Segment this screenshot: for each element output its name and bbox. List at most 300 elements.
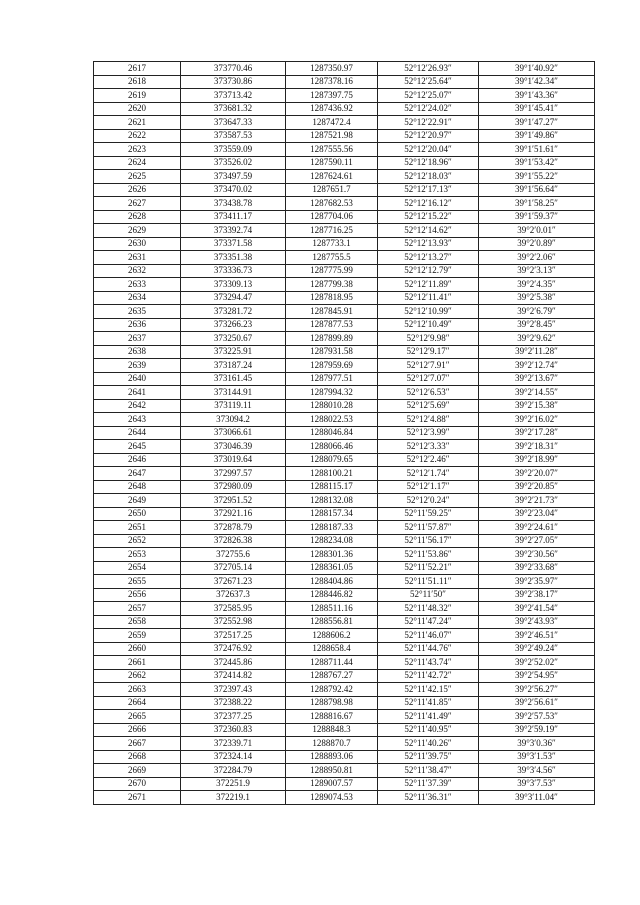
latitude-cell: 52°11′42.72″ [378,669,479,683]
x-coordinate-cell: 372324.14 [181,750,286,764]
y-coordinate-cell: 1288511.16 [286,602,378,616]
longitude-cell: 39°2′52.02″ [479,656,595,670]
latitude-cell: 52°11′40.26″ [378,737,479,751]
latitude-cell: 52°12′2.46″ [378,453,479,467]
table-row [94,777,595,791]
point-number-cell: 2631 [94,251,181,265]
table-row [94,332,595,346]
point-number-cell: 2665 [94,710,181,724]
table-row [94,696,595,710]
x-coordinate-cell: 373351.38 [181,251,286,265]
table-row [94,534,595,548]
y-coordinate-cell: 1288301.36 [286,548,378,562]
latitude-cell: 52°12′6.53″ [378,386,479,400]
longitude-cell: 39°2′16.02″ [479,413,595,427]
table-row [94,494,595,508]
y-coordinate-cell: 1287521.98 [286,129,378,143]
latitude-cell: 52°12′1.74″ [378,467,479,481]
latitude-cell: 52°11′46.07″ [378,629,479,643]
longitude-cell: 39°2′2.06″ [479,251,595,265]
y-coordinate-cell: 1288816.67 [286,710,378,724]
latitude-cell: 52°12′3.33″ [378,440,479,454]
x-coordinate-cell: 372997.57 [181,467,286,481]
x-coordinate-cell: 372445.86 [181,656,286,670]
point-number-cell: 2668 [94,750,181,764]
x-coordinate-cell: 373470.02 [181,183,286,197]
y-coordinate-cell: 1288798.98 [286,696,378,710]
x-coordinate-cell: 372552.98 [181,615,286,629]
y-coordinate-cell: 1287590.11 [286,156,378,170]
x-coordinate-cell: 372951.52 [181,494,286,508]
table-row [94,723,595,737]
latitude-cell: 52°12′0.24″ [378,494,479,508]
latitude-cell: 52°11′39.75″ [378,750,479,764]
table-row [94,548,595,562]
y-coordinate-cell: 1287682.53 [286,197,378,211]
x-coordinate-cell: 373438.78 [181,197,286,211]
longitude-cell: 39°1′51.61″ [479,143,595,157]
y-coordinate-cell: 1287651.7 [286,183,378,197]
longitude-cell: 39°2′5.38″ [479,291,595,305]
latitude-cell: 52°12′25.07″ [378,89,479,103]
point-number-cell: 2635 [94,305,181,319]
y-coordinate-cell: 1288157.34 [286,507,378,521]
x-coordinate-cell: 373713.42 [181,89,286,103]
y-coordinate-cell: 1287436.92 [286,102,378,116]
point-number-cell: 2644 [94,426,181,440]
y-coordinate-cell: 1287899.89 [286,332,378,346]
y-coordinate-cell: 1287755.5 [286,251,378,265]
longitude-cell: 39°2′9.62″ [479,332,595,346]
longitude-cell: 39°1′45.41″ [479,102,595,116]
point-number-cell: 2639 [94,359,181,373]
latitude-cell: 52°11′57.87″ [378,521,479,535]
longitude-cell: 39°2′21.73″ [479,494,595,508]
coordinates-table [93,61,595,805]
longitude-cell: 39°1′47.27″ [479,116,595,130]
x-coordinate-cell: 373250.67 [181,332,286,346]
point-number-cell: 2619 [94,89,181,103]
x-coordinate-cell: 372284.79 [181,764,286,778]
table-row [94,629,595,643]
longitude-cell: 39°2′56.61″ [479,696,595,710]
y-coordinate-cell: 1288792.42 [286,683,378,697]
y-coordinate-cell: 1288404.86 [286,575,378,589]
x-coordinate-cell: 373225.91 [181,345,286,359]
longitude-cell: 39°2′23.04″ [479,507,595,521]
latitude-cell: 52°11′37.39″ [378,777,479,791]
latitude-cell: 52°12′20.04″ [378,143,479,157]
longitude-cell: 39°2′18.99″ [479,453,595,467]
longitude-cell: 39°2′20.85″ [479,480,595,494]
table-row [94,588,595,602]
point-number-cell: 2654 [94,561,181,575]
y-coordinate-cell: 1289007.57 [286,777,378,791]
x-coordinate-cell: 373371.58 [181,237,286,251]
table-row [94,224,595,238]
y-coordinate-cell: 1288066.46 [286,440,378,454]
point-number-cell: 2617 [94,62,181,76]
latitude-cell: 52°11′47.24″ [378,615,479,629]
y-coordinate-cell: 1288556.81 [286,615,378,629]
point-number-cell: 2632 [94,264,181,278]
latitude-cell: 52°12′13.93″ [378,237,479,251]
longitude-cell: 39°2′0.89″ [479,237,595,251]
x-coordinate-cell: 373309.13 [181,278,286,292]
y-coordinate-cell: 1288361.05 [286,561,378,575]
point-number-cell: 2641 [94,386,181,400]
x-coordinate-cell: 373066.61 [181,426,286,440]
point-number-cell: 2657 [94,602,181,616]
x-coordinate-cell: 373161.45 [181,372,286,386]
point-number-cell: 2647 [94,467,181,481]
x-coordinate-cell: 373187.24 [181,359,286,373]
point-number-cell: 2618 [94,75,181,89]
table-row [94,710,595,724]
x-coordinate-cell: 373046.39 [181,440,286,454]
latitude-cell: 52°11′51.11″ [378,575,479,589]
y-coordinate-cell: 1288079.65 [286,453,378,467]
table-row [94,318,595,332]
latitude-cell: 52°12′25.64″ [378,75,479,89]
longitude-cell: 39°2′4.35″ [479,278,595,292]
point-number-cell: 2661 [94,656,181,670]
x-coordinate-cell: 372397.43 [181,683,286,697]
point-number-cell: 2662 [94,669,181,683]
table-row [94,170,595,184]
point-number-cell: 2655 [94,575,181,589]
latitude-cell: 52°12′10.49″ [378,318,479,332]
table-row [94,116,595,130]
x-coordinate-cell: 373647.33 [181,116,286,130]
table-row [94,683,595,697]
point-number-cell: 2653 [94,548,181,562]
table-row [94,197,595,211]
longitude-cell: 39°2′49.24″ [479,642,595,656]
point-number-cell: 2669 [94,764,181,778]
y-coordinate-cell: 1288115.17 [286,480,378,494]
point-number-cell: 2626 [94,183,181,197]
latitude-cell: 52°12′18.96″ [378,156,479,170]
longitude-cell: 39°2′20.07″ [479,467,595,481]
table-row [94,278,595,292]
latitude-cell: 52°12′15.22″ [378,210,479,224]
table-row [94,305,595,319]
x-coordinate-cell: 373681.32 [181,102,286,116]
table-row [94,642,595,656]
table-row [94,89,595,103]
x-coordinate-cell: 372705.14 [181,561,286,575]
table-row [94,345,595,359]
latitude-cell: 52°12′4.88″ [378,413,479,427]
y-coordinate-cell: 1288767.27 [286,669,378,683]
point-number-cell: 2624 [94,156,181,170]
latitude-cell: 52°11′56.17″ [378,534,479,548]
table-row [94,183,595,197]
latitude-cell: 52°11′42.15″ [378,683,479,697]
y-coordinate-cell: 1288010.28 [286,399,378,413]
latitude-cell: 52°12′14.62″ [378,224,479,238]
latitude-cell: 52°12′12.79″ [378,264,479,278]
x-coordinate-cell: 373281.72 [181,305,286,319]
latitude-cell: 52°12′10.99″ [378,305,479,319]
longitude-cell: 39°1′49.86″ [479,129,595,143]
y-coordinate-cell: 1288950.81 [286,764,378,778]
table-row [94,440,595,454]
latitude-cell: 52°11′59.25″ [378,507,479,521]
table-row [94,453,595,467]
latitude-cell: 52°11′52.21″ [378,561,479,575]
table-row [94,359,595,373]
coordinates-table-body [94,62,595,805]
longitude-cell: 39°2′35.97″ [479,575,595,589]
table-row [94,737,595,751]
point-number-cell: 2634 [94,291,181,305]
y-coordinate-cell: 1287472.4 [286,116,378,130]
y-coordinate-cell: 1288870.7 [286,737,378,751]
x-coordinate-cell: 372755.6 [181,548,286,562]
y-coordinate-cell: 1288658.4 [286,642,378,656]
longitude-cell: 39°2′24.61″ [479,521,595,535]
point-number-cell: 2637 [94,332,181,346]
x-coordinate-cell: 373294.47 [181,291,286,305]
latitude-cell: 52°12′26.93″ [378,62,479,76]
table-row [94,615,595,629]
latitude-cell: 52°12′9.98″ [378,332,479,346]
point-number-cell: 2648 [94,480,181,494]
point-number-cell: 2636 [94,318,181,332]
latitude-cell: 52°12′16.12″ [378,197,479,211]
table-row [94,75,595,89]
y-coordinate-cell: 1287350.97 [286,62,378,76]
table-row [94,602,595,616]
longitude-cell: 39°2′27.05″ [479,534,595,548]
latitude-cell: 52°11′44.76″ [378,642,479,656]
latitude-cell: 52°12′11.89″ [378,278,479,292]
longitude-cell: 39°2′15.38″ [479,399,595,413]
longitude-cell: 39°1′55.22″ [479,170,595,184]
longitude-cell: 39°2′17.28″ [479,426,595,440]
longitude-cell: 39°2′12.74″ [479,359,595,373]
point-number-cell: 2659 [94,629,181,643]
y-coordinate-cell: 1287397.75 [286,89,378,103]
point-number-cell: 2671 [94,791,181,805]
table-row [94,62,595,76]
point-number-cell: 2666 [94,723,181,737]
y-coordinate-cell: 1288187.33 [286,521,378,535]
point-number-cell: 2660 [94,642,181,656]
point-number-cell: 2642 [94,399,181,413]
longitude-cell: 39°2′0.01″ [479,224,595,238]
x-coordinate-cell: 373266.23 [181,318,286,332]
y-coordinate-cell: 1287994.32 [286,386,378,400]
x-coordinate-cell: 373411.17 [181,210,286,224]
longitude-cell: 39°1′40.92″ [479,62,595,76]
x-coordinate-cell: 373770.46 [181,62,286,76]
x-coordinate-cell: 373094.2 [181,413,286,427]
longitude-cell: 39°1′53.42″ [479,156,595,170]
table-row [94,521,595,535]
latitude-cell: 52°12′20.97″ [378,129,479,143]
longitude-cell: 39°2′13.67″ [479,372,595,386]
table-row [94,507,595,521]
y-coordinate-cell: 1288234.08 [286,534,378,548]
longitude-cell: 39°2′33.68″ [479,561,595,575]
latitude-cell: 52°11′48.32″ [378,602,479,616]
y-coordinate-cell: 1287931.58 [286,345,378,359]
x-coordinate-cell: 372921.16 [181,507,286,521]
point-number-cell: 2628 [94,210,181,224]
longitude-cell: 39°3′1.53″ [479,750,595,764]
table-row [94,750,595,764]
longitude-cell: 39°2′3.13″ [479,264,595,278]
y-coordinate-cell: 1287818.95 [286,291,378,305]
point-number-cell: 2623 [94,143,181,157]
table-row [94,669,595,683]
point-number-cell: 2627 [94,197,181,211]
x-coordinate-cell: 372517.25 [181,629,286,643]
latitude-cell: 52°11′53.86″ [378,548,479,562]
x-coordinate-cell: 372476.92 [181,642,286,656]
y-coordinate-cell: 1287733.1 [286,237,378,251]
point-number-cell: 2633 [94,278,181,292]
table-row [94,413,595,427]
x-coordinate-cell: 373497.59 [181,170,286,184]
x-coordinate-cell: 372219.1 [181,791,286,805]
x-coordinate-cell: 372980.09 [181,480,286,494]
x-coordinate-cell: 372388.22 [181,696,286,710]
y-coordinate-cell: 1288893.06 [286,750,378,764]
table-row [94,480,595,494]
longitude-cell: 39°2′6.79″ [479,305,595,319]
latitude-cell: 52°11′43.74″ [378,656,479,670]
latitude-cell: 52°12′18.03″ [378,170,479,184]
latitude-cell: 52°12′17.13″ [378,183,479,197]
longitude-cell: 39°2′56.27″ [479,683,595,697]
point-number-cell: 2649 [94,494,181,508]
latitude-cell: 52°11′38.47″ [378,764,479,778]
y-coordinate-cell: 1287555.56 [286,143,378,157]
longitude-cell: 39°3′11.04″ [479,791,595,805]
x-coordinate-cell: 372251.9 [181,777,286,791]
y-coordinate-cell: 1287378.16 [286,75,378,89]
x-coordinate-cell: 373019.64 [181,453,286,467]
point-number-cell: 2638 [94,345,181,359]
point-number-cell: 2629 [94,224,181,238]
table-row [94,561,595,575]
y-coordinate-cell: 1287624.61 [286,170,378,184]
x-coordinate-cell: 373144.91 [181,386,286,400]
latitude-cell: 52°12′9.17″ [378,345,479,359]
longitude-cell: 39°1′42.34″ [479,75,595,89]
point-number-cell: 2670 [94,777,181,791]
x-coordinate-cell: 373526.02 [181,156,286,170]
x-coordinate-cell: 373730.86 [181,75,286,89]
point-number-cell: 2667 [94,737,181,751]
longitude-cell: 39°1′56.64″ [479,183,595,197]
x-coordinate-cell: 372339.71 [181,737,286,751]
y-coordinate-cell: 1287977.51 [286,372,378,386]
longitude-cell: 39°2′38.17″ [479,588,595,602]
longitude-cell: 39°2′8.45″ [479,318,595,332]
longitude-cell: 39°2′57.53″ [479,710,595,724]
x-coordinate-cell: 373336.73 [181,264,286,278]
y-coordinate-cell: 1287799.38 [286,278,378,292]
table-row [94,210,595,224]
latitude-cell: 52°12′7.91″ [378,359,479,373]
point-number-cell: 2650 [94,507,181,521]
point-number-cell: 2645 [94,440,181,454]
table-row [94,143,595,157]
y-coordinate-cell: 1288446.82 [286,588,378,602]
y-coordinate-cell: 1288848.3 [286,723,378,737]
latitude-cell: 52°12′13.27″ [378,251,479,265]
point-number-cell: 2658 [94,615,181,629]
table-row [94,102,595,116]
point-number-cell: 2656 [94,588,181,602]
y-coordinate-cell: 1287877.53 [286,318,378,332]
x-coordinate-cell: 373559.09 [181,143,286,157]
x-coordinate-cell: 372671.23 [181,575,286,589]
table-row [94,264,595,278]
latitude-cell: 52°11′36.31″ [378,791,479,805]
longitude-cell: 39°2′30.56″ [479,548,595,562]
table-row [94,656,595,670]
y-coordinate-cell: 1288132.08 [286,494,378,508]
longitude-cell: 39°2′54.95″ [479,669,595,683]
y-coordinate-cell: 1287959.69 [286,359,378,373]
table-row [94,386,595,400]
table-row [94,426,595,440]
y-coordinate-cell: 1288046.84 [286,426,378,440]
x-coordinate-cell: 372878.79 [181,521,286,535]
point-number-cell: 2640 [94,372,181,386]
x-coordinate-cell: 372360.83 [181,723,286,737]
table-row [94,156,595,170]
table-row [94,129,595,143]
y-coordinate-cell: 1288022.53 [286,413,378,427]
longitude-cell: 39°3′0.36″ [479,737,595,751]
table-row [94,764,595,778]
longitude-cell: 39°1′59.37″ [479,210,595,224]
point-number-cell: 2622 [94,129,181,143]
point-number-cell: 2643 [94,413,181,427]
longitude-cell: 39°2′43.93″ [479,615,595,629]
point-number-cell: 2651 [94,521,181,535]
x-coordinate-cell: 372414.82 [181,669,286,683]
y-coordinate-cell: 1288711.44 [286,656,378,670]
point-number-cell: 2621 [94,116,181,130]
y-coordinate-cell: 1287845.91 [286,305,378,319]
latitude-cell: 52°11′41.49″ [378,710,479,724]
point-number-cell: 2625 [94,170,181,184]
longitude-cell: 39°2′18.31″ [479,440,595,454]
latitude-cell: 52°12′5.69″ [378,399,479,413]
latitude-cell: 52°12′7.07″ [378,372,479,386]
table-row [94,791,595,805]
y-coordinate-cell: 1289074.53 [286,791,378,805]
longitude-cell: 39°3′7.53″ [479,777,595,791]
table-row [94,467,595,481]
x-coordinate-cell: 372637.3 [181,588,286,602]
y-coordinate-cell: 1288100.21 [286,467,378,481]
x-coordinate-cell: 373119.11 [181,399,286,413]
latitude-cell: 52°12′11.41″ [378,291,479,305]
table-row [94,372,595,386]
longitude-cell: 39°1′58.25″ [479,197,595,211]
point-number-cell: 2620 [94,102,181,116]
longitude-cell: 39°1′43.36″ [479,89,595,103]
